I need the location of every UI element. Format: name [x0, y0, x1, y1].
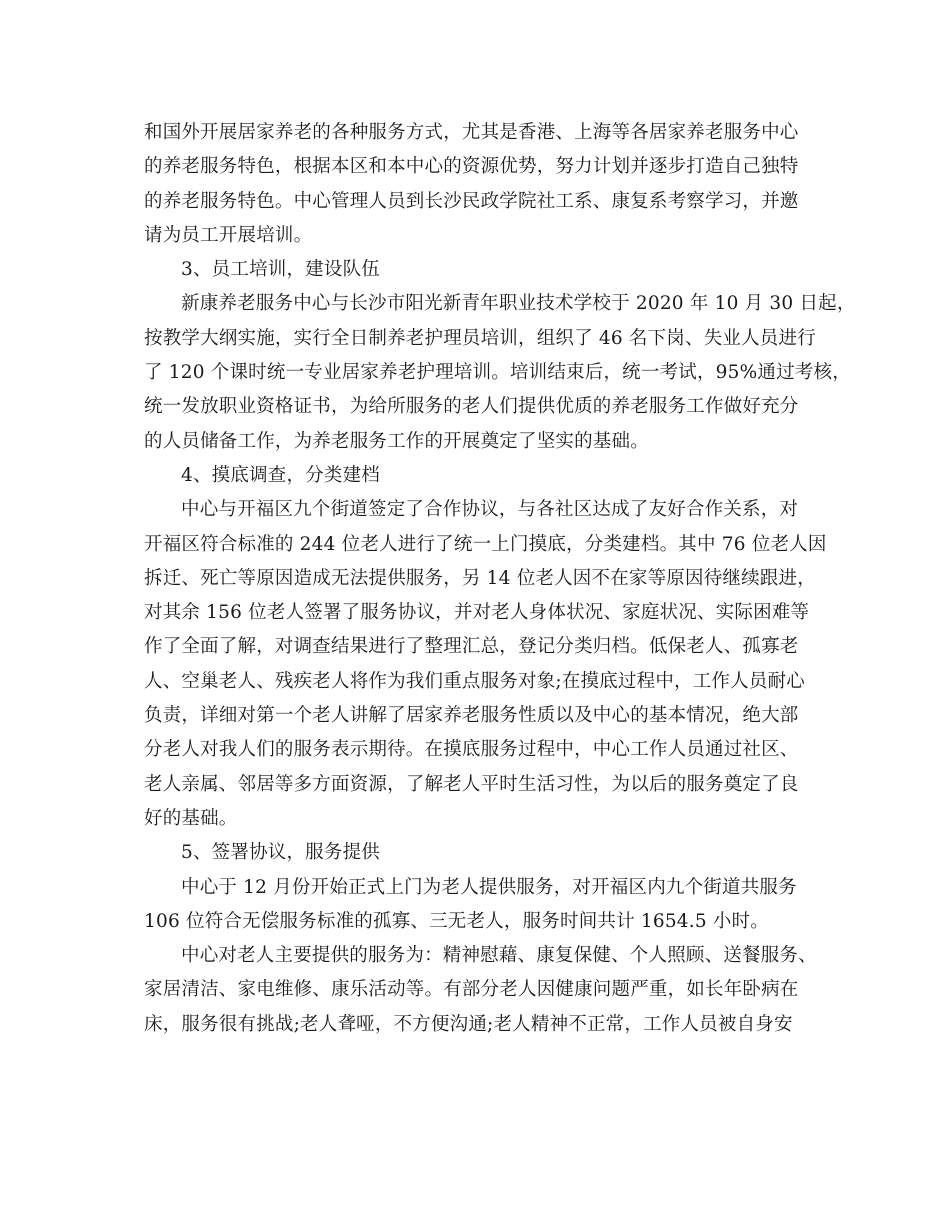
text-line: 5、签署协议，服务提供: [181, 842, 380, 864]
text-line: 中心于 12 月份开始正式上门为老人提供服务，对开福区内九个街道共服务: [181, 876, 797, 898]
text-line: 的养老服务特色，根据本区和本中心的资源优势，努力计划并逐步打造自己独特: [144, 156, 799, 178]
text-line: 好的基础。: [144, 807, 238, 829]
text-line: 按教学大纲实施，实行全日制养老护理员培训，组织了 46 名下岗、失业人员进行: [144, 327, 816, 349]
text-line: 4、摸底调查，分类建档: [181, 464, 380, 486]
text-line: 3、员工培训，建设队伍: [181, 259, 380, 281]
text-line: 对其余 156 位老人签署了服务协议，并对老人身体状况、家庭状况、实际困难等: [144, 602, 810, 624]
text-line: 拆迁、死亡等原因造成无法提供服务，另 14 位老人因不在家等原因待继续跟进，: [144, 567, 816, 589]
text-line: 的人员储备工作，为养老服务工作的开展奠定了坚实的基础。: [144, 430, 649, 452]
document-body: [144, 116, 856, 1042]
text-line: 请为员工开展培训。: [144, 224, 313, 246]
text-line: 的养老服务特色。中心管理人员到长沙民政学院社工系、康复系考察学习，并邀: [144, 190, 799, 212]
text-line: 中心对老人主要提供的服务为：精神慰藉、康复保健、个人照顾、送餐服务、: [181, 945, 817, 967]
text-line: 统一发放职业资格证书，为给所服务的老人们提供优质的养老服务工作做好充分: [144, 396, 799, 418]
text-line: 作了全面了解，对调查结果进行了整理汇总，登记分类归档。低保老人、孤寡老: [144, 636, 799, 658]
text-line: 家居清洁、家电维修、康乐活动等。有部分老人因健康问题严重，如长年卧病在: [144, 979, 799, 1001]
text-line: 老人亲属、邻居等多方面资源，了解老人平时生活习性，为以后的服务奠定了良: [144, 773, 799, 795]
text-line: 中心与开福区九个街道签定了合作协议，与各社区达成了友好合作关系，对: [181, 499, 799, 521]
text-line: 床，服务很有挑战;老人聋哑，不方便沟通;老人精神不正常，工作人员被自身安: [144, 1013, 793, 1035]
text-line: 106 位符合无偿服务标准的孤寡、三无老人，服务时间共计 1654.5 小时。: [144, 910, 769, 932]
text-line: 负责，详细对第一个老人讲解了居家养老服务性质以及中心的基本情况，绝大部: [144, 705, 799, 727]
text-line: 了 120 个课时统一专业居家养老护理培训。培训结束后，统一考试，95%通过考核，: [144, 362, 851, 384]
text-line: 开福区符合标准的 244 位老人进行了统一上门摸底，分类建档。其中 76 位老人因: [144, 533, 827, 555]
text-line: 新康养老服务中心与长沙市阳光新青年职业技术学校于 2020 年 10 月 30 日起，: [181, 293, 856, 315]
text-line: 分老人对我人们的服务表示期待。在摸底服务过程中，中心工作人员通过社区、: [144, 739, 799, 761]
text-line: 人、空巢老人、残疾老人将作为我们重点服务对象;在摸底过程中，工作人员耐心: [144, 670, 805, 692]
text-line: 和国外开展居家养老的各种服务方式，尤其是香港、上海等各居家养老服务中心: [144, 122, 799, 143]
